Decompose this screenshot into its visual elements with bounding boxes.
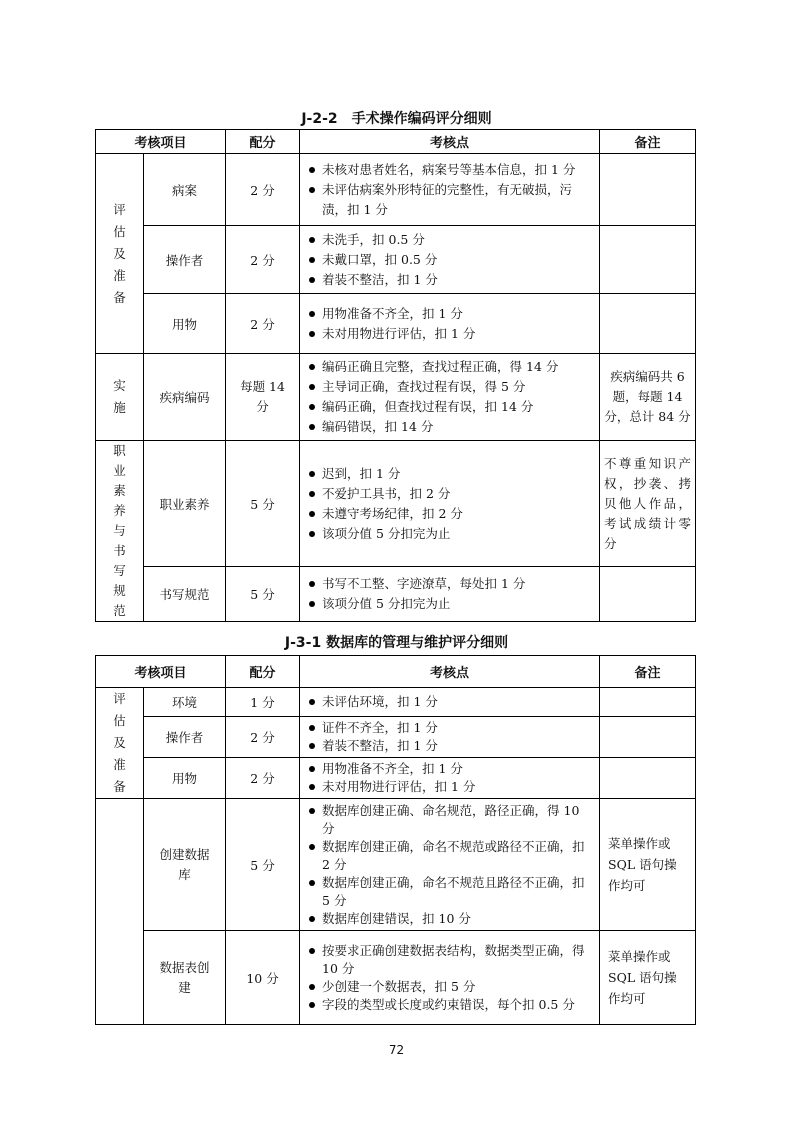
remark-cell: 疾病编码共 6 题，每题 14 分，总计 84 分 bbox=[600, 354, 696, 441]
header-remark: 备注 bbox=[600, 130, 696, 154]
item-cell: 操作者 bbox=[144, 717, 226, 758]
score-cell: 每题 14 分 bbox=[226, 354, 300, 441]
score-cell: 2 分 bbox=[226, 717, 300, 758]
score-cell: 5 分 bbox=[226, 799, 300, 931]
remark-cell: 菜单操作或 SQL 语句操作均可 bbox=[600, 799, 696, 931]
list-item: 着装不整洁，扣 1 分 bbox=[308, 270, 593, 290]
list-item: 编码错误，扣 14 分 bbox=[308, 417, 593, 437]
list-item: 着装不整洁，扣 1 分 bbox=[308, 737, 593, 755]
item-cell: 创建数据库 bbox=[144, 799, 226, 931]
table-row bbox=[96, 931, 696, 1025]
table-row bbox=[96, 354, 696, 441]
table-row bbox=[96, 688, 696, 717]
category-cell: 实施 bbox=[96, 354, 144, 441]
header-points: 考核点 bbox=[300, 130, 600, 154]
remark-cell bbox=[600, 717, 696, 758]
score-cell: 2 分 bbox=[226, 758, 300, 799]
list-item: 未核对患者姓名，病案号等基本信息，扣 1 分 bbox=[308, 160, 593, 180]
category-cell: 评估及准备 bbox=[96, 688, 144, 799]
item-cell: 病案 bbox=[144, 154, 226, 226]
score-cell: 5 分 bbox=[226, 567, 300, 622]
header-score: 配分 bbox=[226, 130, 300, 154]
list-item: 该项分值 5 分扣完为止 bbox=[308, 594, 593, 614]
category-cell bbox=[96, 799, 144, 1025]
item-cell: 书写规范 bbox=[144, 567, 226, 622]
table1 bbox=[95, 129, 696, 622]
points-cell bbox=[300, 354, 600, 441]
score-cell: 2 分 bbox=[226, 294, 300, 354]
table1-title: J-2-2 手术操作编码评分细则 bbox=[301, 111, 492, 127]
list-item: 主导词正确，查找过程有误，得 5 分 bbox=[308, 377, 593, 397]
table2-title: J-3-1 数据库的管理与维护评分细则 bbox=[284, 635, 509, 651]
list-item: 迟到，扣 1 分 bbox=[308, 464, 593, 484]
table-row bbox=[96, 717, 696, 758]
points-cell bbox=[300, 717, 600, 758]
table-row bbox=[96, 758, 696, 799]
table-row bbox=[96, 799, 696, 931]
item-cell: 用物 bbox=[144, 294, 226, 354]
remark-cell bbox=[600, 688, 696, 717]
category-cell: 评估及准备 bbox=[96, 154, 144, 354]
list-item: 未遵守考场纪律，扣 2 分 bbox=[308, 504, 593, 524]
item-cell: 环境 bbox=[144, 688, 226, 717]
header-score: 配分 bbox=[226, 656, 300, 688]
list-item: 未对用物进行评估，扣 1 分 bbox=[308, 778, 593, 796]
table2-header-row bbox=[96, 656, 696, 688]
header-remark: 备注 bbox=[600, 656, 696, 688]
list-item: 编码正确且完整，查找过程正确，得 14 分 bbox=[308, 357, 593, 377]
list-item: 用物准备不齐全，扣 1 分 bbox=[308, 304, 593, 324]
remark-cell bbox=[600, 758, 696, 799]
list-item: 未洗手，扣 0.5 分 bbox=[308, 230, 593, 250]
list-item: 数据库创建错误，扣 10 分 bbox=[308, 910, 593, 928]
points-cell bbox=[300, 931, 600, 1025]
points-cell bbox=[300, 154, 600, 226]
points-cell bbox=[300, 294, 600, 354]
list-item: 书写不工整、字迹潦草，每处扣 1 分 bbox=[308, 574, 593, 594]
points-cell bbox=[300, 799, 600, 931]
points-cell bbox=[300, 758, 600, 799]
list-item: 未戴口罩，扣 0.5 分 bbox=[308, 250, 593, 270]
table2 bbox=[95, 655, 696, 1025]
item-cell: 用物 bbox=[144, 758, 226, 799]
table1-header-row bbox=[96, 130, 696, 154]
list-item: 证件不齐全，扣 1 分 bbox=[308, 719, 593, 737]
remark-cell: 不尊重知识产权，抄袭、拷贝他人作品，考试成绩计零分 bbox=[600, 441, 696, 567]
page-number: 72 bbox=[388, 1043, 405, 1057]
list-item: 数据库创建正确，命名不规范或路径不正确，扣 2 分 bbox=[308, 838, 593, 874]
remark-cell bbox=[600, 154, 696, 226]
list-item: 未评估病案外形特征的完整性，有无破损，污渍，扣 1 分 bbox=[308, 180, 593, 220]
points-cell bbox=[300, 688, 600, 717]
points-cell bbox=[300, 567, 600, 622]
item-cell: 操作者 bbox=[144, 226, 226, 294]
list-item: 用物准备不齐全，扣 1 分 bbox=[308, 760, 593, 778]
list-item: 少创建一个数据表，扣 5 分 bbox=[308, 978, 593, 996]
points-cell bbox=[300, 226, 600, 294]
list-item: 编码正确，但查找过程有误，扣 14 分 bbox=[308, 397, 593, 417]
score-cell: 5 分 bbox=[226, 441, 300, 567]
remark-cell: 菜单操作或 SQL 语句操作均可 bbox=[600, 931, 696, 1025]
list-item: 不爱护工具书，扣 2 分 bbox=[308, 484, 593, 504]
list-item: 未对用物进行评估，扣 1 分 bbox=[308, 324, 593, 344]
list-item: 未评估环境，扣 1 分 bbox=[308, 693, 593, 711]
header-item: 考核项目 bbox=[96, 130, 226, 154]
score-cell: 1 分 bbox=[226, 688, 300, 717]
table-row bbox=[96, 226, 696, 294]
item-cell: 疾病编码 bbox=[144, 354, 226, 441]
score-cell: 2 分 bbox=[226, 226, 300, 294]
remark-cell bbox=[600, 226, 696, 294]
table-row bbox=[96, 441, 696, 567]
score-cell: 2 分 bbox=[226, 154, 300, 226]
category-cell: 职业素养与书写规范 bbox=[96, 441, 144, 622]
item-cell: 数据表创建 bbox=[144, 931, 226, 1025]
remark-cell bbox=[600, 294, 696, 354]
item-cell: 职业素养 bbox=[144, 441, 226, 567]
list-item: 按要求正确创建数据表结构，数据类型正确，得 10 分 bbox=[308, 942, 593, 978]
table-row bbox=[96, 154, 696, 226]
list-item: 该项分值 5 分扣完为止 bbox=[308, 524, 593, 544]
list-item: 数据库创建正确、命名规范，路径正确，得 10 分 bbox=[308, 802, 593, 838]
points-cell bbox=[300, 441, 600, 567]
score-cell: 10 分 bbox=[226, 931, 300, 1025]
list-item: 字段的类型或长度或约束错误，每个扣 0.5 分 bbox=[308, 996, 593, 1014]
remark-cell bbox=[600, 567, 696, 622]
header-item: 考核项目 bbox=[96, 656, 226, 688]
table-row bbox=[96, 567, 696, 622]
header-points: 考核点 bbox=[300, 656, 600, 688]
table-row bbox=[96, 294, 696, 354]
list-item: 数据库创建正确，命名不规范且路径不正确，扣 5 分 bbox=[308, 874, 593, 910]
